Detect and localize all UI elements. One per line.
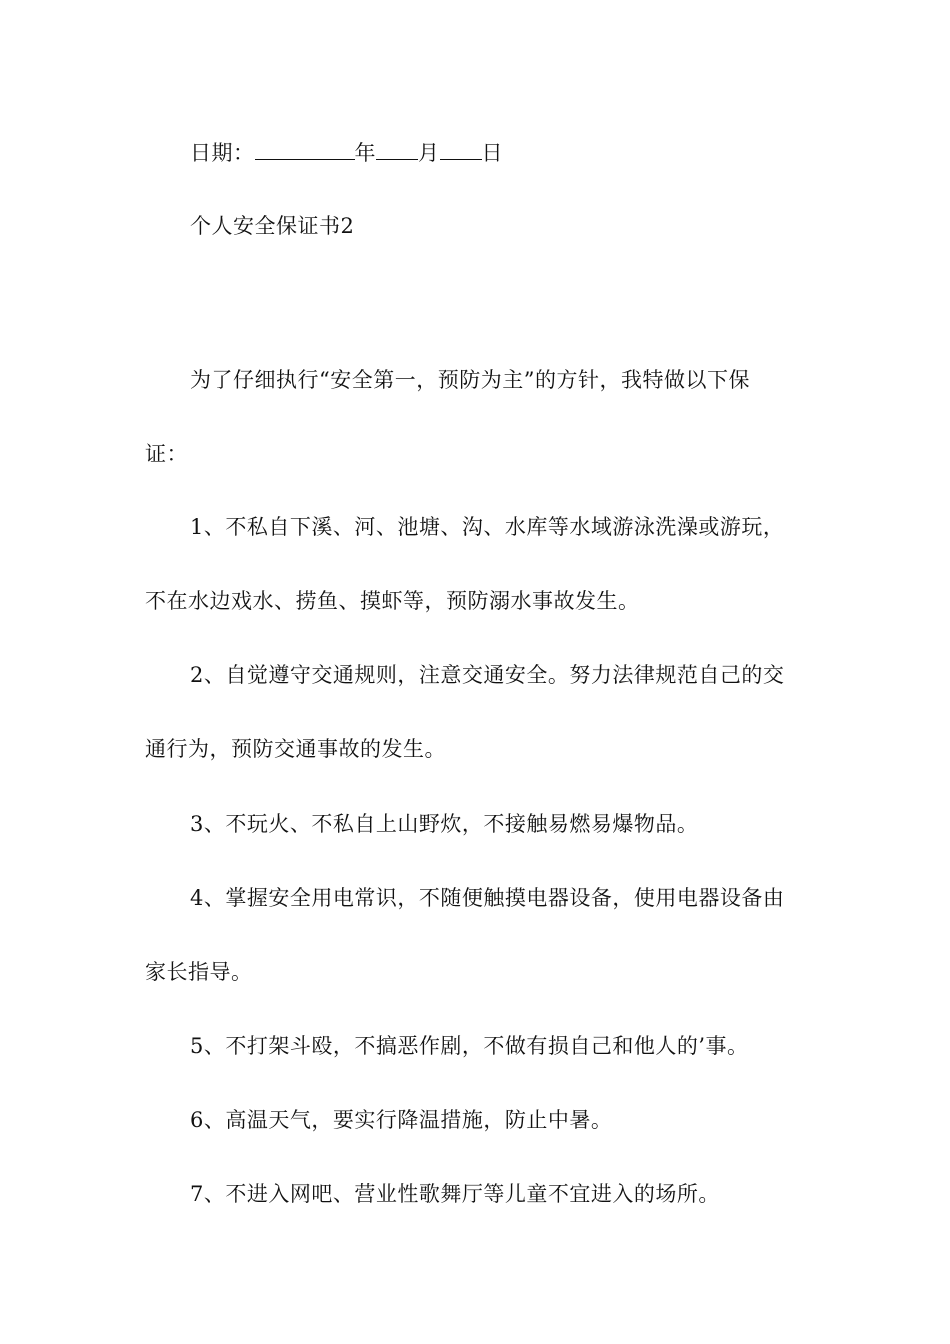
- item-5-line-1: 5、不打架斗殴，不搞恶作剧，不做有损自己和他人的’事。: [190, 1034, 749, 1058]
- intro-paragraph-line-1: 为了仔细执行“安全第一，预防为主”的方针，我特做以下保: [190, 368, 750, 392]
- year-blank: [255, 137, 355, 160]
- date-label: 日期：: [190, 141, 255, 165]
- item-2-line-1: 2、自觉遵守交通规则，注意交通安全。努力法律规范自己的交: [190, 663, 785, 687]
- item-4-line-1: 4、掌握安全用电常识，不随便触摸电器设备，使用电器设备由: [190, 886, 785, 910]
- document-title: 个人安全保证书2: [190, 214, 355, 238]
- item-2-line-2: 通行为，预防交通事故的发生。: [145, 737, 446, 761]
- day-blank: [440, 137, 482, 160]
- intro-paragraph-line-2: 证：: [145, 442, 188, 466]
- item-1-line-1: 1、不私自下溪、河、池塘、沟、水库等水域游泳洗澡或游玩，: [190, 515, 785, 539]
- item-3-line-1: 3、不玩火、不私自上山野炊，不接触易燃易爆物品。: [190, 812, 699, 836]
- item-1-line-2: 不在水边戏水、捞鱼、摸虾等，预防溺水事故发生。: [145, 589, 640, 613]
- day-label: 日: [481, 141, 503, 165]
- item-4-line-2: 家长指导。: [145, 960, 253, 984]
- item-6-line-1: 6、高温天气，要实行降温措施，防止中暑。: [190, 1108, 613, 1132]
- date-line: [190, 137, 860, 168]
- item-7-line-1: 7、不进入网吧、营业性歌舞厅等儿童不宜进入的场所。: [190, 1182, 720, 1206]
- year-label: 年: [354, 141, 376, 165]
- month-label: 月: [418, 141, 440, 165]
- month-blank: [376, 137, 418, 160]
